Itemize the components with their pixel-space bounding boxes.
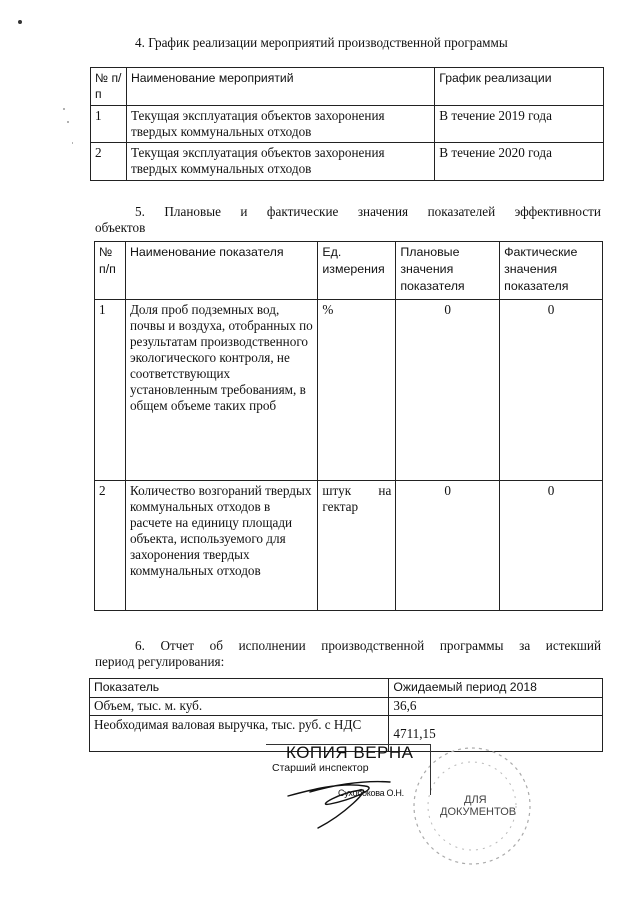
cell-num: 2 <box>91 143 127 181</box>
cell-schedule: В течение 2019 года <box>435 106 604 143</box>
table-header-row <box>90 679 603 698</box>
section4-title: 4. График реализации мероприятий производственной программы <box>135 35 508 50</box>
signature <box>270 752 440 832</box>
cell-indicator: Необходимая валовая выручка, тыс. руб. с НДС <box>90 716 389 752</box>
seal-text-line2: ДОКУМЕНТОВ <box>440 806 517 818</box>
indicators-table <box>94 241 603 611</box>
scan-speck <box>18 20 22 24</box>
scan-speck <box>72 142 73 144</box>
seal-text-line1: ДЛЯ <box>464 794 487 806</box>
section5-title <box>95 204 601 236</box>
section6-title <box>95 638 601 670</box>
cell-value: 36,6 <box>389 698 603 716</box>
header-indicator: Показатель <box>90 679 389 698</box>
cell-event-name: Текущая эксплуатация объектов захоронения твердых коммунальных отходов <box>126 106 434 143</box>
cell-num: 1 <box>95 300 126 481</box>
header-indicator-name: Наименование показателя <box>125 242 317 300</box>
header-event-name: Наименование мероприятий <box>126 68 434 106</box>
header-num: № п/п <box>95 242 126 300</box>
table-row <box>91 106 604 143</box>
header-expected-period: Ожидаемый период 2018 <box>389 679 603 698</box>
cell-indicator-name: Доля проб подземных вод, почвы и воздуха, отобранных по результатам производственного экологического контроля, не соответствующих установленным требованиям, в общем объеме таких проб <box>125 300 317 481</box>
cell-unit: % <box>318 300 396 481</box>
cell-planned: 0 <box>396 481 500 611</box>
header-num: № п/п <box>91 68 127 106</box>
header-unit: Ед. измерения <box>318 242 396 300</box>
cell-num: 2 <box>95 481 126 611</box>
table-row <box>95 300 603 481</box>
cell-unit: штук на гектар <box>318 481 396 611</box>
scan-speck <box>67 121 69 123</box>
cell-planned: 0 <box>396 300 500 481</box>
cell-actual: 0 <box>500 300 603 481</box>
header-actual: Фактические значения показателя <box>500 242 603 300</box>
table-row <box>95 481 603 611</box>
cell-value: 4711,15 <box>389 716 603 752</box>
table-header-row <box>95 242 603 300</box>
section6-title-line2: период регулирования: <box>95 654 225 669</box>
cell-indicator: Объем, тыс. м. куб. <box>90 698 389 716</box>
stamp-name: Сухобокова О.Н. <box>338 788 404 798</box>
header-schedule: График реализации <box>435 68 604 106</box>
schedule-table <box>90 67 604 181</box>
cell-schedule: В течение 2020 года <box>435 143 604 181</box>
scan-speck <box>63 108 65 110</box>
cell-indicator-name: Количество возгораний твердых коммунальных отходов в расчете на единицу площади объекта, используемого для захоронения твердых коммунальных отходов <box>125 481 317 611</box>
table-header-row <box>91 68 604 106</box>
table-row <box>90 698 603 716</box>
section6-title-line1: 6. Отчет об исполнении производственной программы за истекший <box>135 638 601 653</box>
header-planned: Плановые значения показателя <box>396 242 500 300</box>
stamp-position: Старший инспектор <box>272 762 369 774</box>
cell-event-name: Текущая эксплуатация объектов захоронения твердых коммунальных отходов <box>126 143 434 181</box>
stamp-title: КОПИЯ ВЕРНА <box>286 743 414 762</box>
section5-title-line2: объектов <box>95 220 146 235</box>
cell-actual: 0 <box>500 481 603 611</box>
table-row <box>91 143 604 181</box>
section5-title-line1: 5. Плановые и фактические значения показателей эффективности <box>135 204 601 219</box>
cell-num: 1 <box>91 106 127 143</box>
